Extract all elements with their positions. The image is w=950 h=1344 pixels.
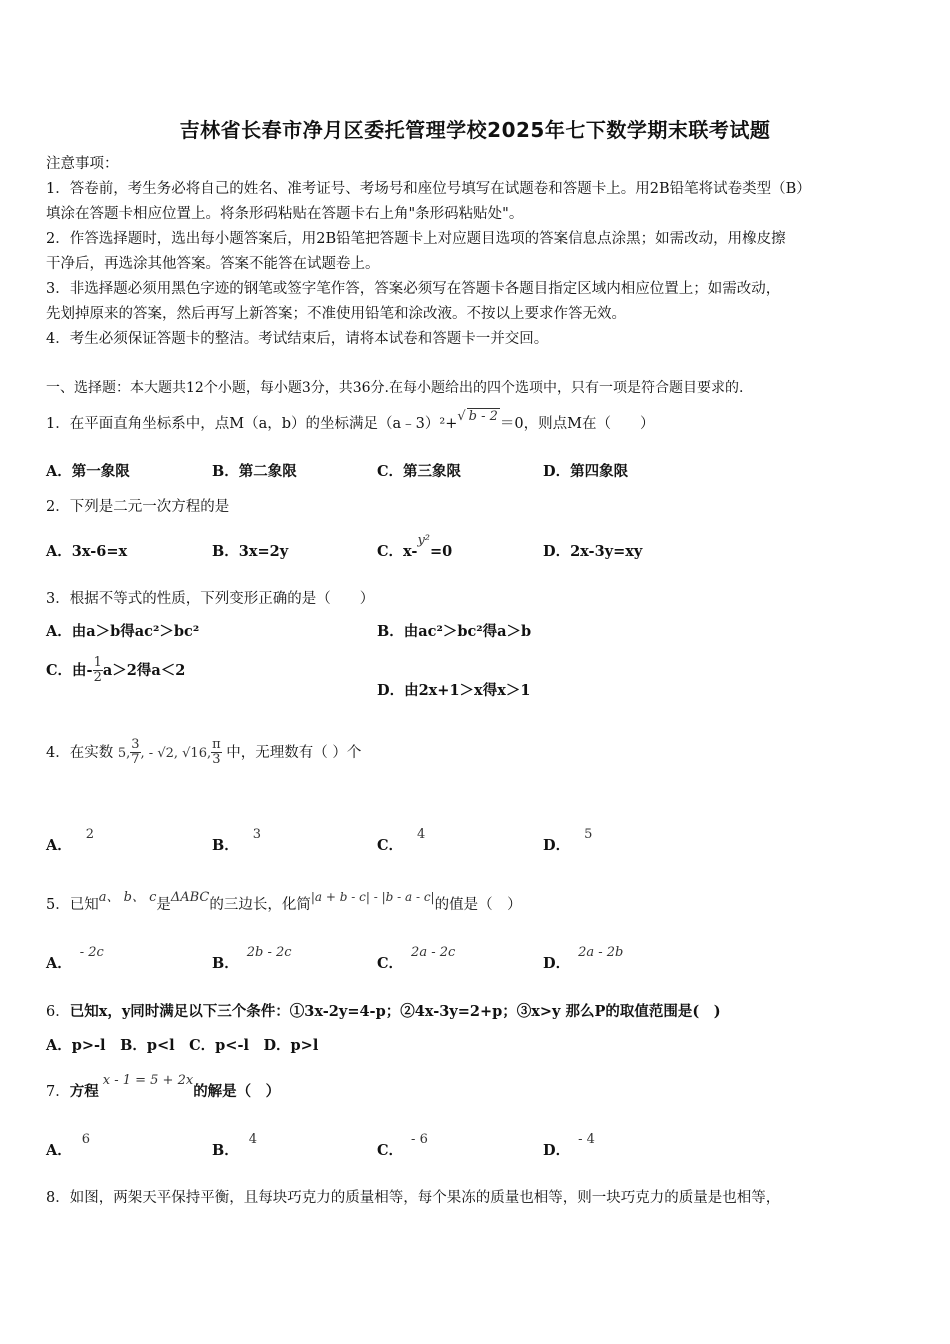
math-expression: , - √2, √16, bbox=[140, 745, 212, 761]
question-number: 3． bbox=[46, 591, 70, 607]
option-label: C． bbox=[377, 837, 404, 854]
option-d: D．第四象限 bbox=[543, 463, 629, 480]
question-text: 是 bbox=[156, 897, 171, 913]
question-number: 5． bbox=[46, 897, 70, 913]
option-value: 5 bbox=[584, 827, 593, 842]
option-label: C． bbox=[377, 955, 404, 972]
question-text: 中，无理数有（ ）个 bbox=[226, 744, 362, 761]
option-value: - 4 bbox=[578, 1132, 595, 1147]
option-value: 2a - 2c bbox=[411, 945, 456, 960]
question-1 bbox=[46, 409, 655, 433]
question-number: 8． bbox=[46, 1190, 70, 1206]
option-value: 3 bbox=[252, 827, 262, 842]
option-value: - 2c bbox=[79, 945, 104, 960]
option-value: 2b - 2c bbox=[246, 945, 292, 960]
option-text: =0 bbox=[430, 543, 453, 560]
math-expression: ΔABC bbox=[170, 890, 210, 905]
option-text: a＞2得a＜2 bbox=[102, 661, 186, 679]
numerator: 3 bbox=[131, 737, 140, 752]
question-number: 7． bbox=[46, 1084, 70, 1100]
question-number: 4． bbox=[46, 744, 70, 761]
question-2 bbox=[46, 495, 229, 516]
options-row: A．p>-l B．p<l C．p<-l D．p>l bbox=[46, 1037, 319, 1054]
option-d bbox=[543, 822, 593, 854]
option-a bbox=[46, 940, 104, 972]
option-value: - 6 bbox=[411, 1132, 428, 1147]
option-label: B． bbox=[212, 837, 239, 854]
option-label: D． bbox=[543, 837, 571, 854]
option-a: A．由a＞b得ac²＞bc² bbox=[46, 623, 200, 640]
notice-line: 3．非选择题必须用黑色字迹的钢笔或签字笔作答，答案必须写在答题卡各题目指定区域内相应位置上；如需改动， bbox=[46, 281, 781, 297]
math-expression: 5, bbox=[117, 745, 131, 761]
fraction bbox=[211, 738, 222, 768]
math-expression: |a + b - c| - |b - a - c| bbox=[310, 890, 435, 904]
notice-line: 先划掉原来的答案，然后再写上新答案；不准使用铅笔和涂改液。不按以上要求作答无效。 bbox=[46, 306, 626, 322]
question-text: 的值是（ ） bbox=[434, 897, 522, 913]
question-number: 2． bbox=[46, 499, 70, 515]
option-label: A． bbox=[46, 955, 72, 972]
fraction bbox=[93, 656, 103, 686]
question-7 bbox=[46, 1073, 281, 1101]
option-label: B． bbox=[212, 1142, 239, 1159]
option-b: B．3x=2y bbox=[212, 543, 289, 560]
option-label: D． bbox=[543, 955, 571, 972]
option-c bbox=[377, 1127, 428, 1159]
option-b bbox=[212, 822, 262, 854]
question-text: 已知 bbox=[69, 897, 99, 913]
question-text: ＝0，则点M在（ ） bbox=[499, 416, 655, 432]
denominator: 3 bbox=[212, 752, 221, 768]
option-d: D．2x-3y=xy bbox=[543, 543, 643, 560]
option-label: C．x- bbox=[377, 543, 418, 560]
option-value: 6 bbox=[81, 1132, 91, 1147]
section-heading: 一、选择题：本大题共12个小题，每小题3分，共36分.在每小题给出的四个选项中，只有一项是符合题目要求的. bbox=[46, 380, 744, 396]
question-number: 1． bbox=[46, 416, 70, 432]
notice-line: 填涂在答题卡相应位置上。将条形码粘贴在答题卡右上角"条形码粘贴处"。 bbox=[46, 206, 524, 222]
notice-line: 干净后，再选涂其他答案。答案不能答在试题卷上。 bbox=[46, 256, 380, 272]
option-label: B． bbox=[212, 955, 239, 972]
option-c bbox=[46, 656, 185, 686]
option-label: C． bbox=[377, 1142, 404, 1159]
notice-line: 2．作答选择题时，选出每小题答案后，用2B铅笔把答题卡上对应题目选项的答案信息点涂黑；如需改动，用橡皮擦 bbox=[46, 231, 786, 247]
denominator: 7 bbox=[131, 752, 140, 768]
question-8 bbox=[46, 1186, 780, 1207]
option-b: B．第二象限 bbox=[212, 463, 297, 480]
question-6 bbox=[46, 1000, 721, 1021]
question-4 bbox=[46, 738, 361, 768]
option-d bbox=[543, 1127, 595, 1159]
notice-heading: 注意事项： bbox=[46, 156, 119, 172]
question-5 bbox=[46, 890, 522, 914]
numerator: 1 bbox=[93, 655, 102, 670]
option-c bbox=[377, 940, 456, 972]
question-text: 在平面直角坐标系中，点M（a，b）的坐标满足（a﹣3）²+ bbox=[69, 416, 458, 432]
question-text: 已知x，y同时满足以下三个条件：①3x-2y=4-p；②4x-3y=2+p；③x>y 那么P的取值范围是( ) bbox=[69, 1003, 721, 1020]
option-b bbox=[212, 940, 292, 972]
notice-line: 4．考生必须保证答题卡的整洁。考试结束后，请将本试卷和答题卡一并交回。 bbox=[46, 331, 549, 347]
radicand: b - 2 bbox=[468, 409, 498, 424]
option-c bbox=[377, 533, 453, 561]
option-value: 2a - 2b bbox=[578, 945, 624, 960]
question-number: 6． bbox=[46, 1004, 70, 1020]
option-label: C．由- bbox=[46, 661, 93, 679]
option-d bbox=[543, 940, 624, 972]
option-b bbox=[212, 1127, 258, 1159]
numerator: π bbox=[212, 737, 221, 752]
question-text: 根据不等式的性质，下列变形正确的是（ ） bbox=[69, 591, 375, 607]
option-label: D． bbox=[543, 1142, 571, 1159]
option-a: A．第一象限 bbox=[46, 463, 130, 480]
option-a: A．3x-6=x bbox=[46, 543, 128, 560]
question-text: 下列是二元一次方程的是 bbox=[69, 499, 230, 515]
option-value: 4 bbox=[248, 1132, 258, 1147]
option-label: A． bbox=[46, 837, 72, 854]
option-b: B．由ac²＞bc²得a＞b bbox=[377, 623, 532, 640]
option-a bbox=[46, 822, 95, 854]
question-text: 如图，两架天平保持平衡，且每块巧克力的质量相等，每个果冻的质量也相等，则一块巧克力的质量是也相等， bbox=[69, 1190, 781, 1206]
question-text: 的三边长，化简 bbox=[209, 897, 311, 913]
option-a bbox=[46, 1127, 91, 1159]
math-expression: a、 b、 c bbox=[98, 890, 157, 905]
option-c: C．第三象限 bbox=[377, 463, 462, 480]
option-value: 4 bbox=[417, 827, 426, 842]
question-3 bbox=[46, 587, 374, 608]
math-expression: x - 1 = 5 + 2x bbox=[102, 1073, 194, 1088]
option-label: A． bbox=[46, 1142, 72, 1159]
question-text: 方程 bbox=[69, 1083, 99, 1100]
question-text: 在实数 bbox=[69, 744, 114, 761]
fraction bbox=[130, 738, 140, 768]
math-expression: y² bbox=[417, 533, 431, 548]
sqrt-expression: √ b - 2 bbox=[457, 409, 498, 424]
page-title: 吉林省长春市净月区委托管理学校2025年七下数学期末联考试题 bbox=[179, 118, 771, 142]
question-text: 的解是（ ） bbox=[193, 1083, 281, 1100]
option-value: 2 bbox=[85, 827, 95, 842]
option-c bbox=[377, 822, 426, 854]
notice-line: 1．答卷前，考生务必将自己的姓名、准考证号、考场号和座位号填写在试题卷和答题卡上。用2B铅笔将试卷类型（B） bbox=[46, 181, 811, 197]
denominator: 2 bbox=[93, 670, 102, 686]
option-d: D．由2x+1＞x得x＞1 bbox=[377, 682, 531, 699]
